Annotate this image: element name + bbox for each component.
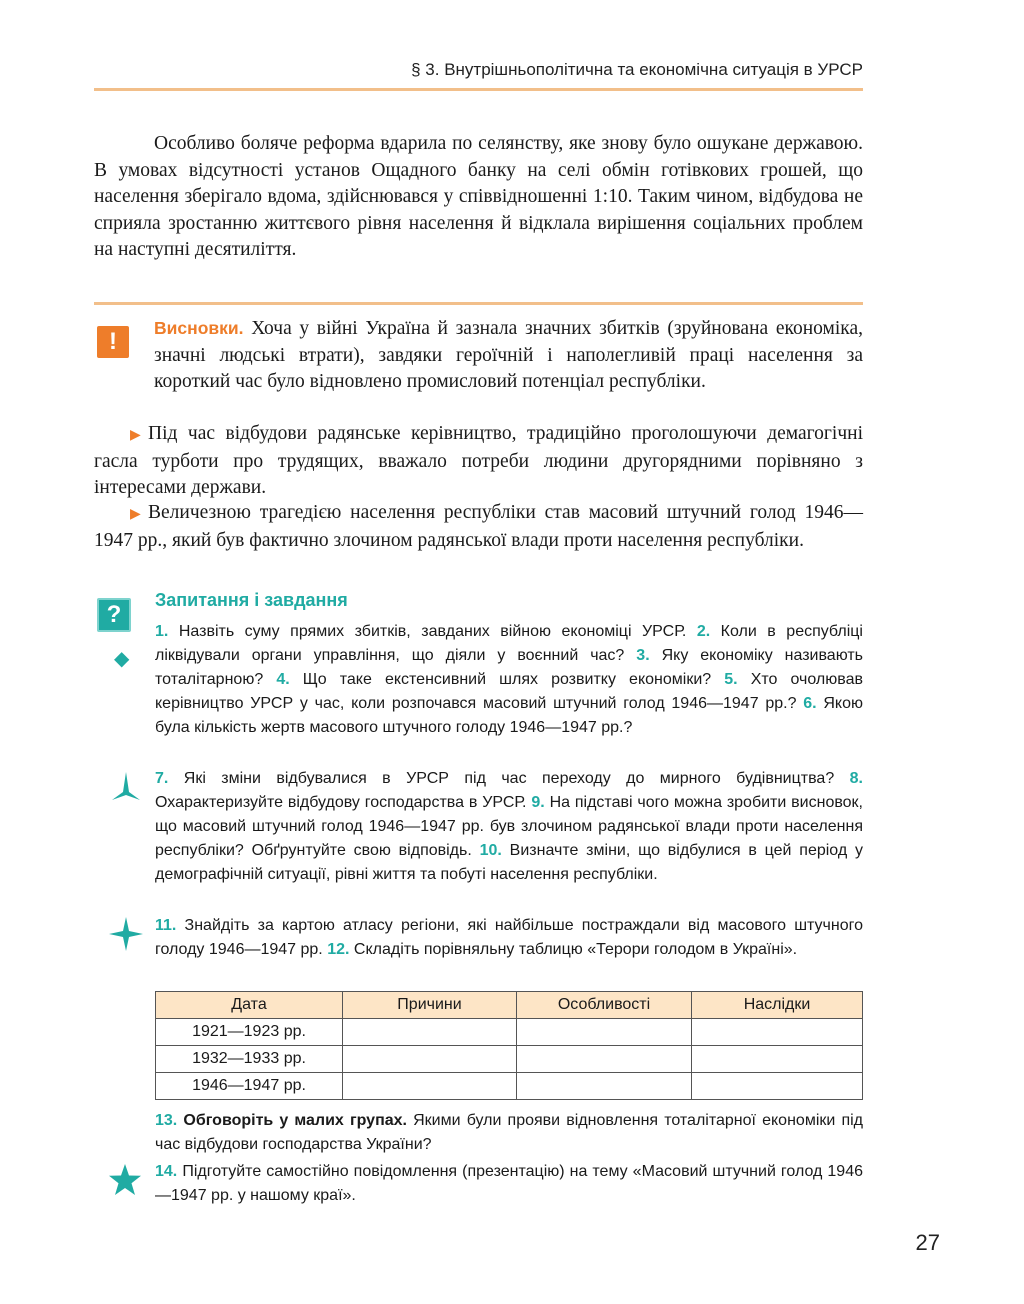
task-number: 4. <box>276 671 290 688</box>
header-rule <box>94 88 863 91</box>
four-point-star-icon <box>108 916 144 957</box>
arrow-right-icon: ▶ <box>130 506 141 522</box>
task-number: 10. <box>479 842 502 859</box>
table-cell-date: 1946—1947 рр. <box>156 1073 343 1100</box>
task-group-level-4 <box>155 1160 863 1208</box>
bullet-text: Величезною трагедією населення республіки став масовий штучний голод 1946—1947 рр., який був фактично злочином радянської влади проти населення республіки. <box>94 502 863 551</box>
task-text: Охарактеризуйте відбудову господарства в УРСР. <box>155 794 527 811</box>
task-text: Коли в республіці ліквідували органи управління, що діяли у воєнний час? <box>155 623 863 664</box>
task-text: Якою була кількість жертв масового штучного голоду 1946—1947 рр.? <box>155 695 864 736</box>
task-text: Назвіть суму прямих збитків, завданих війною економіці УРСР. <box>178 623 687 640</box>
question-icon <box>97 598 131 632</box>
task-13 <box>155 1109 863 1157</box>
task-number: 8. <box>849 770 863 787</box>
task-number: 12. <box>327 941 350 958</box>
table-header-cell: Наслідки <box>692 992 863 1019</box>
table-cell <box>517 1019 692 1046</box>
conclusions-label: Висновки. <box>154 318 244 338</box>
task-number: 5. <box>724 671 738 688</box>
table-cell <box>517 1073 692 1100</box>
table-cell <box>343 1046 517 1073</box>
table-cell-date: 1921—1923 рр. <box>156 1019 343 1046</box>
questions-title: Запитання і завдання <box>155 590 348 610</box>
diamond-icon: ◆ <box>114 646 130 670</box>
task-number: 7. <box>155 770 169 787</box>
bullet-text: Під час відбудови радянське керівництво, традиційно проголошуючи демагогічні гасла турботи про трудящих, вважало потреби людини другорядними порівняно з інтересами держави. <box>94 423 863 498</box>
comparison-table <box>155 991 863 1100</box>
task-group-level-3 <box>155 914 863 962</box>
table-header-cell: Причини <box>343 992 517 1019</box>
task-number: 14. <box>155 1163 178 1180</box>
body-paragraph <box>94 131 863 264</box>
question-glyph: ? <box>106 601 122 628</box>
task-group-level-1 <box>155 620 863 740</box>
task-text: Що таке екстенсивний шлях розвитку економіки? <box>302 671 712 688</box>
task-text: Яку економіку називають тоталітарною? <box>155 647 864 688</box>
task-number: 2. <box>696 623 711 640</box>
paragraph-text: Особливо боляче реформа вдарила по селянству, яке знову було ошукане державою. В умовах відсутності установ Ощадного банку на селі обмін готівкових грошей, що населення зберігало вдома, здійснювався у співвідношенні 1:10. Таким чином, відбудова не сприяла зростанню життєвого рівня населення й відклала вирішення соціальних проблем на наступні десятиліття. <box>94 133 863 260</box>
task-text: Якими були прояви відновлення тоталітарної економіки під час відбудови господарства України? <box>155 1112 863 1153</box>
table-header-row <box>156 992 863 1019</box>
conclusions-block <box>154 315 863 396</box>
table-header-cell: Дата <box>156 992 343 1019</box>
table-cell <box>343 1019 517 1046</box>
table-cell <box>692 1019 863 1046</box>
table-row <box>156 1046 863 1073</box>
task-text: Визначте зміни, що відбулися в цей період у демографічній ситуації, рівні життя та побуті населення республіки. <box>155 842 863 883</box>
task-text: На підставі чого можна зробити висновок, що масовий штучний голод 1946—1947 рр. був злочином радянської влади проти населення республіки? Обґрунтуйте свою відповідь. <box>155 794 864 859</box>
page-number: 27 <box>915 1230 940 1255</box>
section-divider <box>94 302 863 305</box>
conclusion-bullet <box>94 500 863 554</box>
task-number: 1. <box>155 623 169 640</box>
task-number: 13. <box>155 1112 178 1129</box>
task-bold-lead: Обговоріть у малих групах. <box>183 1112 407 1129</box>
running-header: § 3. Внутрішньополітична та економічна ситуація в УРСР <box>411 60 863 79</box>
triangle-star-icon <box>110 770 142 807</box>
task-number: 3. <box>636 647 650 664</box>
table-cell-date: 1932—1933 рр. <box>156 1046 343 1073</box>
task-group-level-2 <box>155 767 863 887</box>
arrow-right-icon: ▶ <box>130 427 141 443</box>
table-row <box>156 1073 863 1100</box>
table-cell <box>692 1073 863 1100</box>
task-text: Знайдіть за картою атласу регіони, які найбільше постраждали від масового штучного голоду 1946—1947 рр. <box>155 917 863 958</box>
five-point-star-icon <box>108 1163 142 1202</box>
task-number: 11. <box>155 917 177 934</box>
table-header-cell: Особливості <box>517 992 692 1019</box>
task-text: Складіть порівняльну таблицю «Терори голодом в Україні». <box>353 941 798 958</box>
table-cell <box>343 1073 517 1100</box>
table-cell <box>517 1046 692 1073</box>
exclamation-glyph: ! <box>109 328 117 355</box>
task-text: Підготуйте самостійно повідомлення (презентацію) на тему «Масовий штучний голод 1946—1947 рр. у нашому краї». <box>155 1163 864 1204</box>
task-number: 9. <box>531 794 545 811</box>
task-number: 6. <box>803 695 817 712</box>
task-text: Хто очолював керівництво УРСР у час, коли розпочався масовий штучний голод 1946—1947 рр.? <box>155 671 863 712</box>
exclamation-icon <box>97 326 129 358</box>
conclusions-text: Хоча у війні Україна й зазнала значних збитків (зруйнована економіка, значні людські втрати), завдяки героїчній і наполегливій праці населення за короткий час було відновлено промисловий потенціал республіки. <box>154 318 863 392</box>
task-text: Які зміни відбувалися в УРСР під час переходу до мирного будівництва? <box>183 770 835 787</box>
table-cell <box>692 1046 863 1073</box>
conclusion-bullet <box>94 421 863 502</box>
table-row <box>156 1019 863 1046</box>
